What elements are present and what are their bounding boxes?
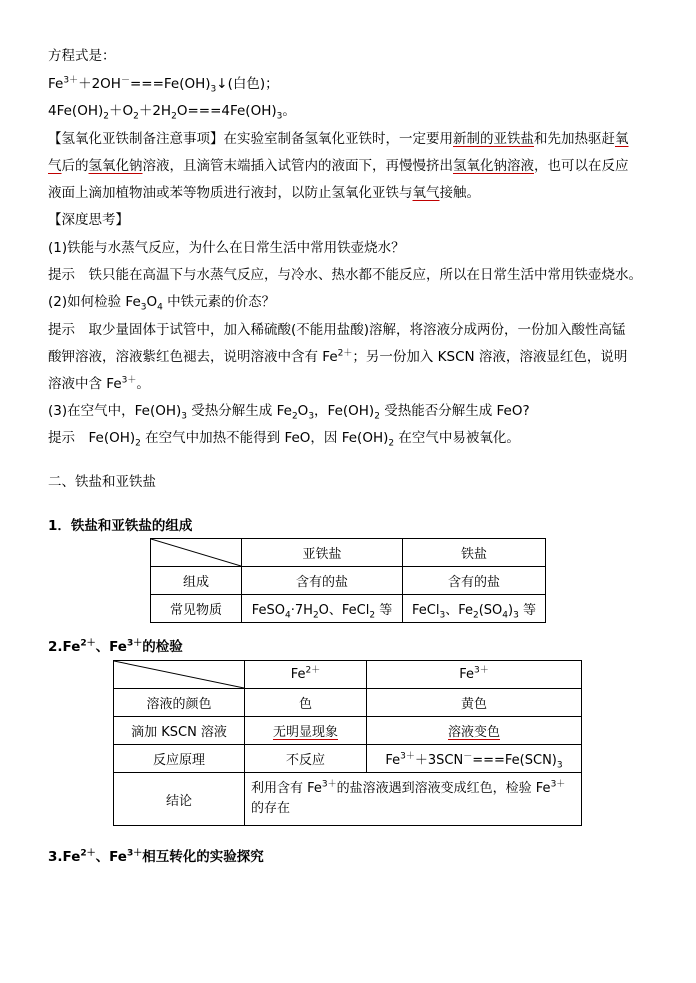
equation-line: $4Fe(OH)_2+O_2+2H_2O===4Fe(OH)_3$。 bbox=[48, 103, 296, 122]
table-header: $Fe^{2+}$ bbox=[245, 661, 367, 689]
text-line: 【氢氧化亚铁制备注意事项】在实验室制备氢氧化亚铁时，一定要用新制的亚铁盐和先加热驱赶氧 bbox=[48, 131, 629, 147]
diagonal-line bbox=[151, 539, 241, 566]
row-label: 滴加 KSCN 溶液 bbox=[114, 717, 245, 745]
table-row bbox=[151, 567, 546, 595]
table-cell: 不反应 bbox=[245, 745, 367, 773]
table-header: 亚铁盐 bbox=[242, 539, 403, 567]
subsection-heading: $3.Fe^{2+}$、$Fe^{3+}$相互转化的实验探究 bbox=[48, 848, 264, 865]
table-cell: 色 bbox=[245, 689, 367, 717]
answer: 酸钾溶液，溶液紫红色褪去，说明溶液中含有 $Fe^{2+}$；另一份加入 KSCN 溶液，溶液显红色，说明 bbox=[48, 348, 628, 365]
table-corner-cell bbox=[151, 539, 242, 567]
row-label: 溶液的颜色 bbox=[114, 689, 245, 717]
answer: 溶液中含 $Fe^{3+}$。 bbox=[48, 375, 150, 392]
table-row bbox=[114, 745, 582, 773]
table-cell: 溶液变色 bbox=[367, 717, 582, 745]
answer: 提示 取少量固体于试管中，加入稀硫酸(不能用盐酸)溶解，将溶液分成两份，一份加入酸性高锰 bbox=[48, 322, 626, 338]
text-line: 气后的氢氧化钠溶液，且滴管末端插入试管内的液面下，再慢慢挤出氢氧化钠溶液，也可以在反应 bbox=[48, 158, 629, 174]
ion-test-table bbox=[113, 660, 582, 826]
subsection-heading: 1．铁盐和亚铁盐的组成 bbox=[48, 518, 193, 534]
table-corner-cell bbox=[114, 661, 245, 689]
question: (3)在空气中，$Fe(OH)_3$ 受热分解生成 $Fe_2O_3$，$Fe(OH)_2$ 受热能否分解生成 FeO? bbox=[48, 403, 530, 422]
table-cell: 利用含有 $Fe^{3+}$的盐溶液遇到溶液变成红色，检验 $Fe^{3+}$ 的存在 bbox=[245, 773, 582, 826]
subsection-heading: $2.Fe^{2+}$、$Fe^{3+}$的检验 bbox=[48, 638, 183, 655]
salt-composition-table bbox=[150, 538, 546, 623]
table-row bbox=[114, 717, 582, 745]
table-row bbox=[151, 595, 546, 623]
answer: 提示 铁只能在高温下与水蒸气反应，与冷水、热水都不能反应，所以在日常生活中常用铁壶烧水。 bbox=[48, 267, 642, 283]
equation-line: $Fe^{3+}+2OH^-===Fe(OH)_3↓$(白色)； bbox=[48, 75, 279, 95]
table-row bbox=[114, 689, 582, 717]
text-line: 方程式是： bbox=[48, 48, 116, 64]
diagonal-line bbox=[114, 661, 244, 688]
row-label: 结论 bbox=[114, 773, 245, 826]
table-cell: 含有的盐 bbox=[403, 567, 546, 595]
row-label: 反应原理 bbox=[114, 745, 245, 773]
section-heading: 二、铁盐和亚铁盐 bbox=[48, 474, 156, 490]
row-label: 组成 bbox=[151, 567, 242, 595]
answer: 提示 $Fe(OH)_2$ 在空气中加热不能得到 FeO，因 $Fe(OH)_2$ 在空气中易被氧化。 bbox=[48, 430, 520, 449]
table-header: $Fe^{3+}$ bbox=[367, 661, 582, 689]
heading: 【深度思考】 bbox=[48, 212, 129, 228]
table-cell: $FeSO_4\cdot 7H_2O$、FeCl$_2$ 等 bbox=[242, 595, 403, 623]
table-cell: 无明显现象 bbox=[245, 717, 367, 745]
table-cell: 黄色 bbox=[367, 689, 582, 717]
table-cell: FeCl$_3$、$Fe_2(SO_4)_3$ 等 bbox=[403, 595, 546, 623]
table-header: 铁盐 bbox=[403, 539, 546, 567]
row-label: 常见物质 bbox=[151, 595, 242, 623]
table-row bbox=[114, 773, 582, 826]
table-cell: $Fe^{3+}+3SCN^-===Fe(SCN)_3$ bbox=[367, 745, 582, 773]
table-cell: 含有的盐 bbox=[242, 567, 403, 595]
question: (1)铁能与水蒸气反应，为什么在日常生活中常用铁壶烧水？ bbox=[48, 240, 405, 256]
text-line: 液面上滴加植物油或苯等物质进行液封，以防止氢氧化亚铁与氧气接触。 bbox=[48, 185, 480, 201]
question: (2)如何检验 $Fe_3O_4$ 中铁元素的价态？ bbox=[48, 294, 276, 313]
